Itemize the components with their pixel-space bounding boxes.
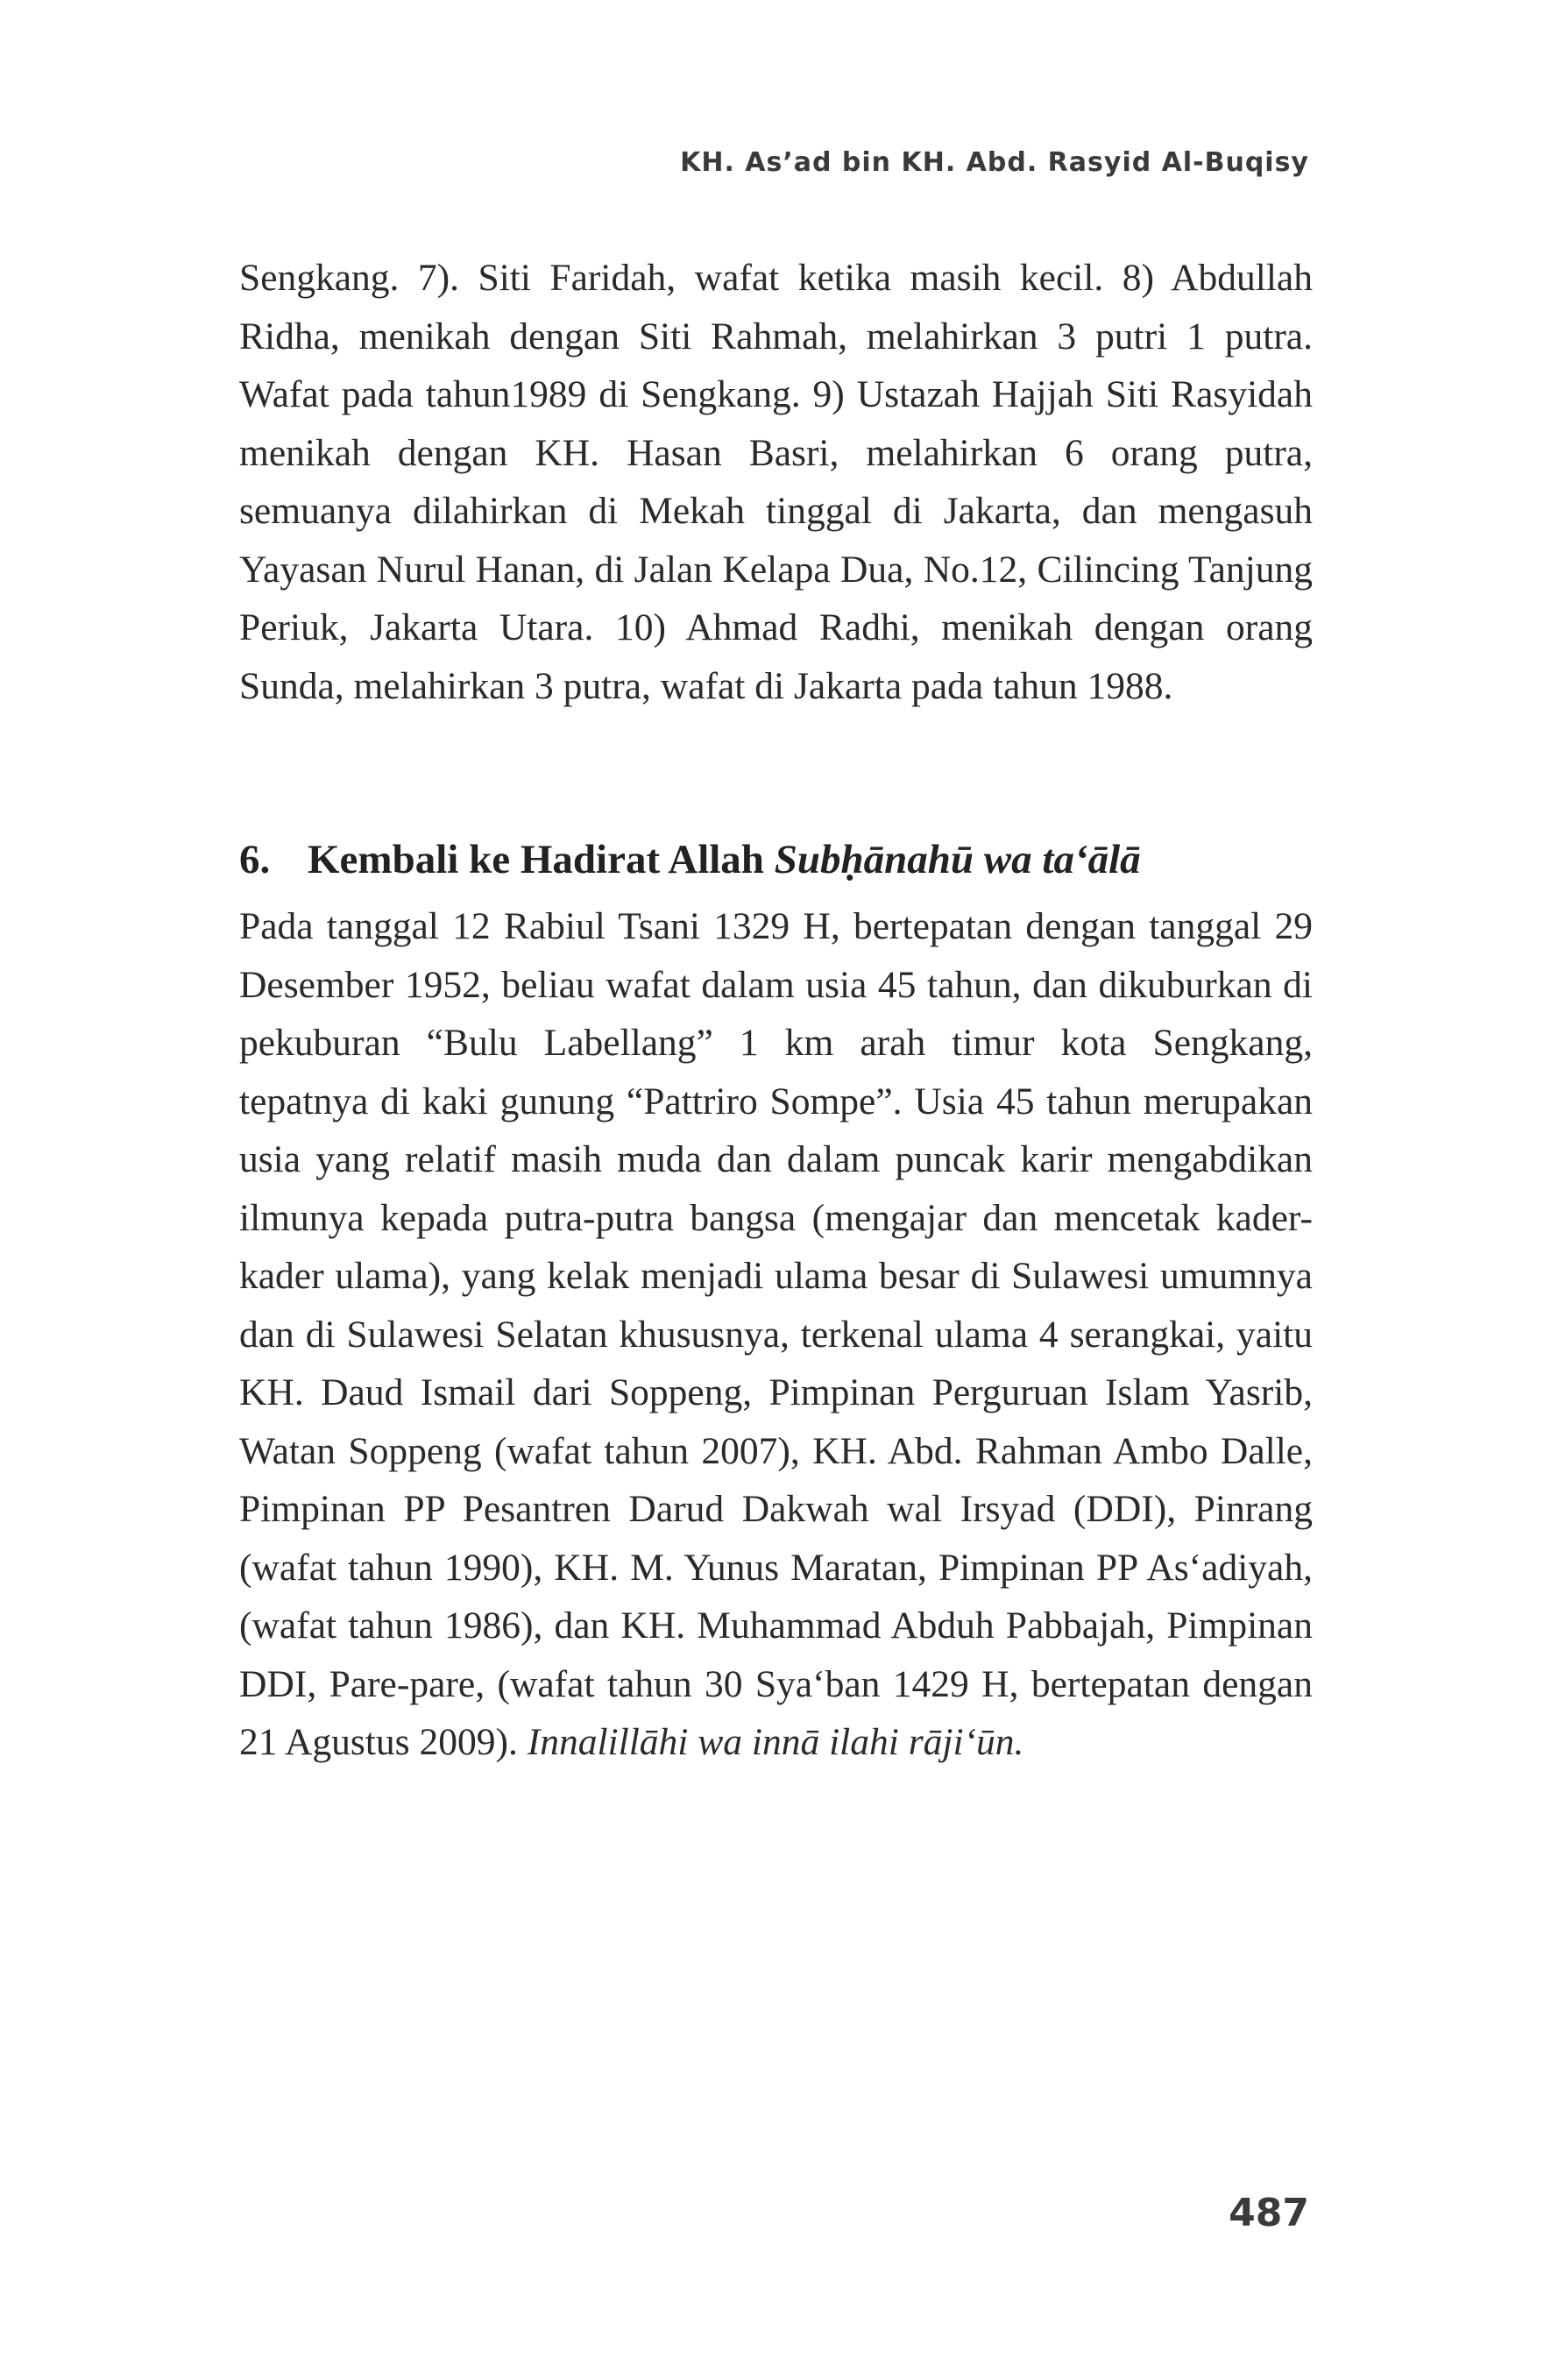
paragraph-family-list (239, 249, 1313, 715)
section-number: 6. (239, 837, 271, 882)
paragraph-death-account (239, 897, 1313, 1772)
paragraph-2 (239, 897, 1313, 1772)
running-header: KH. As’ad bin KH. Abd. Rasyid Al-Buqisy (680, 147, 1309, 178)
paragraph-2-closing-italic: Innalillāhi wa innā ilahi rāji‘ūn. (527, 1721, 1024, 1763)
page-number: 487 (1229, 2191, 1309, 2235)
section-heading (239, 831, 1313, 889)
paragraph-2-text: Pada tanggal 12 Rabiul Tsani 1329 H, bertepatan dengan tanggal 29 Desember 1952, beliau wafat dalam usia 45 tahun, dan dikuburkan di pekuburan “Bulu Labellang” 1 km arah timur kota Sengkang, tepatnya di kaki gunung “Pattriro Sompe”. Usia 45 tahun merupakan usia yang relatif masih muda dan dalam puncak karir mengabdikan ilmunya kepada putra-putra bangsa (mengajar dan mencetak kader-kader ulama), yang kelak menjadi ulama besar di Sulawesi umumnya dan di Sulawesi Selatan khususnya, terkenal ulama 4 serangkai, yaitu KH. Daud Ismail dari Soppeng, Pimpinan Perguruan Islam Yasrib, Watan Soppeng (wafat tahun 2007), KH. Abd. Rahman Ambo Dalle, Pimpinan PP Pesantren Darud Dakwah wal Irsyad (DDI), Pinrang (wafat tahun 1990), KH. M. Yunus Maratan, Pimpinan PP As‘adiyah, (wafat tahun 1986), dan KH. Muhammad Abduh Pabbajah, Pimpinan DDI, Pare-pare, (wafat tahun 30 Sya‘ban 1429 H, bertepatan dengan 21 Agustus 2009). (239, 905, 1313, 1763)
paragraph-1-text: Sengkang. 7). Siti Faridah, wafat ketika masih kecil. 8) Abdullah Ridha, menikah dengan Siti Rahmah, melahirkan 3 putri 1 putra. Wafat pada tahun1989 di Sengkang. 9) Ustazah Hajjah Siti Rasyidah menikah dengan KH. Hasan Basri, melahirkan 6 orang putra, semuanya dilahirkan di Mekah tinggal di Jakarta, dan mengasuh Yayasan Nurul Hanan, di Jalan Kelapa Dua, No.12, Cilincing Tanjung Periuk, Jakarta Utara. 10) Ahmad Radhi, menikah dengan orang Sunda, melahirkan 3 putra, wafat di Jakarta pada tahun 1988. (239, 257, 1313, 707)
section-title-italic: Subḥānahū wa ta‘ālā (774, 837, 1141, 882)
section-title: Kembali ke Hadirat Allah (308, 837, 764, 882)
